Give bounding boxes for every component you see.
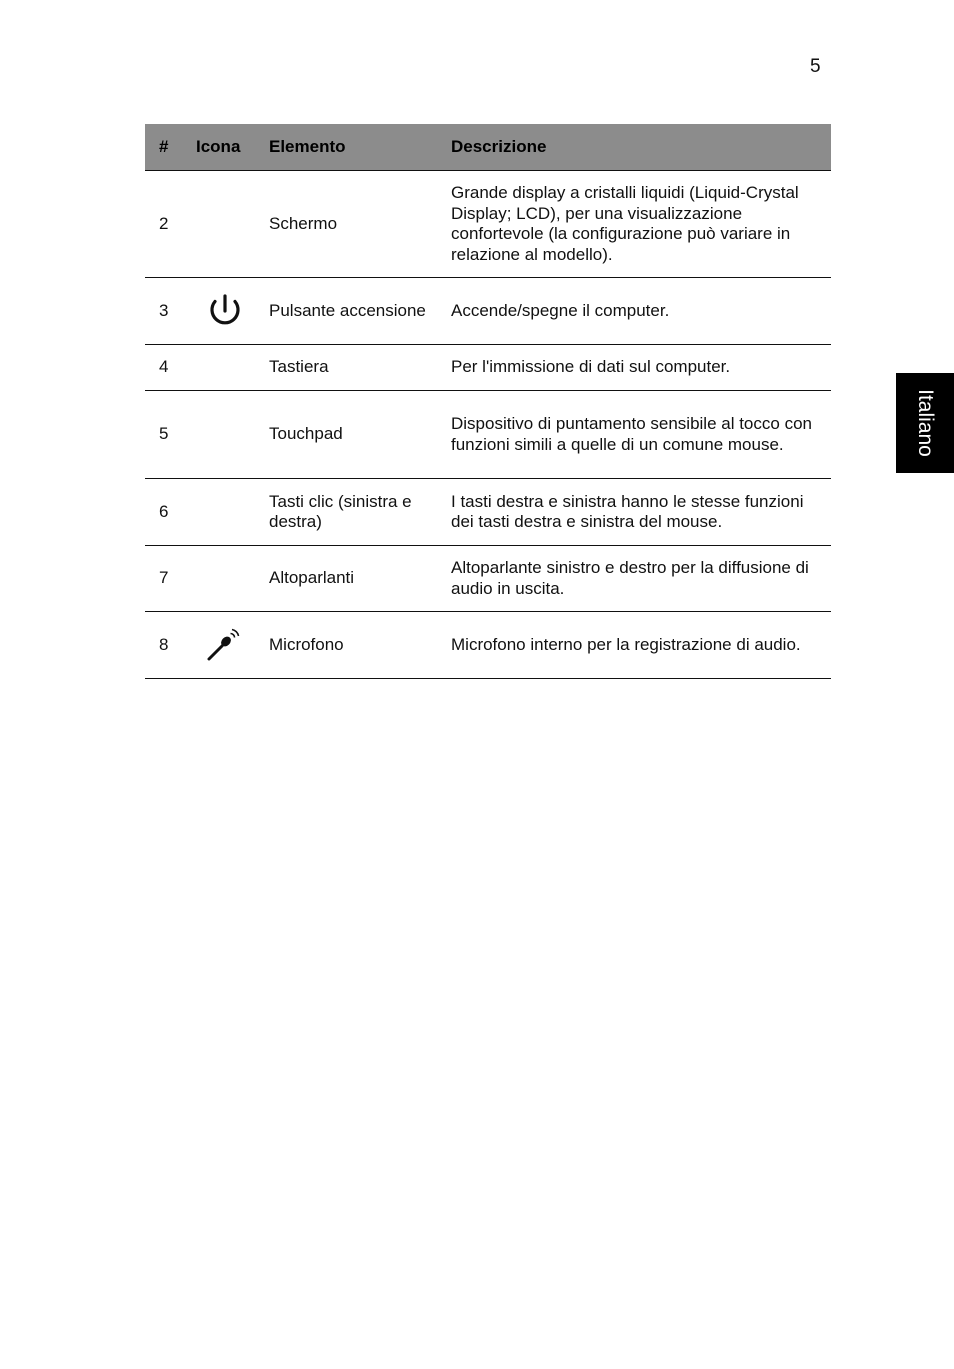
row-description: I tasti destra e sinistra hanno le stesse funzioni dei tasti destra e sinistra del mouse. (451, 479, 831, 546)
row-element: Pulsante accensione (269, 278, 451, 345)
row-number: 5 (145, 391, 196, 479)
table-row (145, 546, 831, 612)
row-element: Schermo (269, 171, 451, 278)
row-number: 3 (145, 278, 196, 345)
language-tab-label: Italiano (914, 389, 937, 457)
table-header-row (145, 124, 831, 171)
header-icon: Icona (196, 124, 269, 171)
row-icon-cell (196, 546, 269, 612)
power-icon (196, 294, 269, 328)
row-number: 7 (145, 546, 196, 612)
language-tab (896, 373, 954, 473)
row-number: 2 (145, 171, 196, 278)
row-icon-cell (196, 612, 269, 679)
row-icon-cell (196, 479, 269, 546)
row-description: Accende/spegne il computer. (451, 278, 831, 345)
table-row (145, 612, 831, 679)
table-row (145, 171, 831, 278)
row-icon-cell (196, 278, 269, 345)
table-row (145, 479, 831, 546)
component-table (145, 124, 831, 679)
row-element: Tastiera (269, 345, 451, 391)
row-icon-cell (196, 391, 269, 479)
table-row (145, 391, 831, 479)
header-element: Elemento (269, 124, 451, 171)
row-icon-cell (196, 171, 269, 278)
header-number: # (145, 124, 196, 171)
page-number: 5 (810, 56, 821, 77)
row-description: Grande display a cristalli liquidi (Liquid-Crystal Display; LCD), per una visualizzazione confortevole (la configurazione può variare in relazione al modello). (451, 171, 831, 278)
microphone-icon (196, 625, 269, 665)
row-element: Microfono (269, 612, 451, 679)
row-icon-cell (196, 345, 269, 391)
row-number: 8 (145, 612, 196, 679)
header-description: Descrizione (451, 124, 831, 171)
table-row (145, 345, 831, 391)
row-element: Altoparlanti (269, 546, 451, 612)
row-description: Altoparlante sinistro e destro per la diffusione di audio in uscita. (451, 546, 831, 612)
row-number: 4 (145, 345, 196, 391)
row-description: Per l'immissione di dati sul computer. (451, 345, 831, 391)
table-row (145, 278, 831, 345)
row-description: Microfono interno per la registrazione di audio. (451, 612, 831, 679)
row-element: Tasti clic (sinistra e destra) (269, 479, 451, 546)
row-number: 6 (145, 479, 196, 546)
row-description: Dispositivo di puntamento sensibile al tocco con funzioni simili a quelle di un comune mouse. (451, 391, 831, 479)
row-element: Touchpad (269, 391, 451, 479)
